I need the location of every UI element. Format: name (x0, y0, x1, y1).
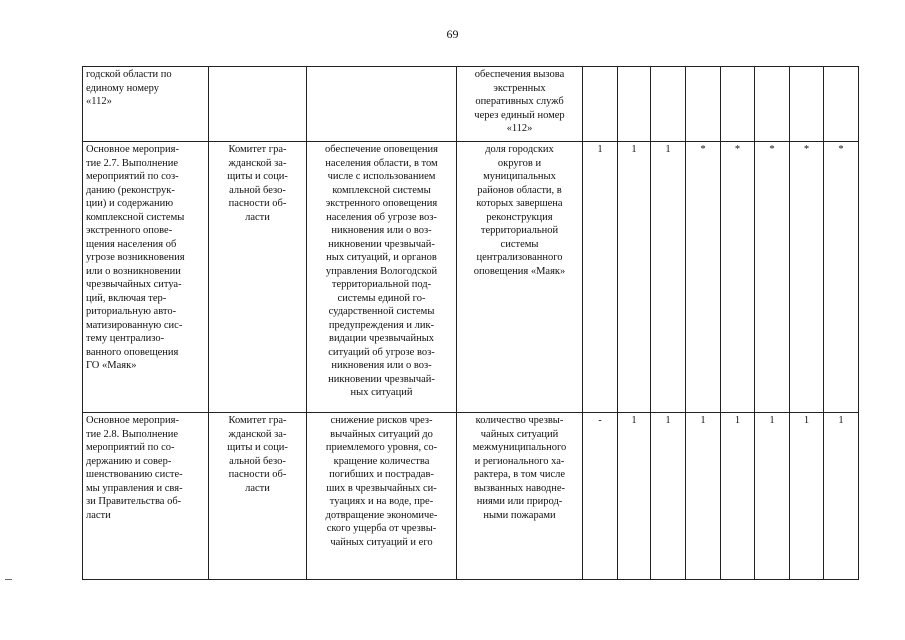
measure-cell: Основное мероприя- тие 2.7. Выполнение мероприятий по соз- данию (реконструк- ции) и содержанию комплексной системы экстренного опове- щения населения об угрозе возникновения или о возникновении чрезвычайных ситуа- ций, включая тер- риториальную авто- матизированную сис- тему централизо- ванного оповещения ГО «Маяк» (83, 142, 209, 413)
value-cell (755, 67, 790, 142)
value-cell (686, 67, 721, 142)
table-row (83, 142, 859, 413)
value-cell: 1 (583, 142, 618, 413)
value-cell: 1 (618, 413, 651, 580)
indicator-cell: количество чрезвы- чайных ситуаций межмуниципального и регионального ха- рактера, в том числе вызванных наводне- ниями или природ- ными пожарами (457, 413, 583, 580)
value-cell: 1 (824, 413, 859, 580)
measure-cell: годской области по единому номеру «112» (83, 67, 209, 142)
value-cell (790, 67, 824, 142)
measures-table (82, 66, 859, 580)
responsible-cell: Комитет гра- жданской за- щиты и соци- альной безо- пасности об- ласти (209, 413, 307, 580)
page-number: 69 (446, 27, 459, 41)
value-cell: * (824, 142, 859, 413)
value-cell: 1 (790, 413, 824, 580)
table-row (83, 413, 859, 580)
value-cell: 1 (755, 413, 790, 580)
value-cell: * (721, 142, 755, 413)
value-cell: 1 (651, 413, 686, 580)
value-cell: - (583, 413, 618, 580)
value-cell (824, 67, 859, 142)
value-cell: * (790, 142, 824, 413)
responsible-cell: Комитет гра- жданской за- щиты и соци- альной безо- пасности об- ласти (209, 142, 307, 413)
value-cell (721, 67, 755, 142)
table-row (83, 67, 859, 142)
value-cell (618, 67, 651, 142)
value-cell: 1 (721, 413, 755, 580)
value-cell (651, 67, 686, 142)
value-cell: 1 (651, 142, 686, 413)
value-cell: * (755, 142, 790, 413)
content-cell: снижение рисков чрез- вычайных ситуаций до приемлемого уровня, со- кращение количества погибших и пострадав- ших в чрезвычайных си- туациях и на воде, пре- дотвращение экономиче- ского ущерба от чрезвы- чайных ситуаций и его (307, 413, 457, 580)
measure-cell: Основное мероприя- тие 2.8. Выполнение мероприятий по со- держанию и совер- шенствованию систе- мы управления и свя- зи Правительства об- ласти (83, 413, 209, 580)
indicator-cell: обеспечения вызова экстренных оперативных служб через единый номер «112» (457, 67, 583, 142)
content-cell (307, 67, 457, 142)
value-cell: * (686, 142, 721, 413)
indicator-cell: доля городских округов и муниципальных районов области, в которых завершена реконструкция территориальной системы централизованного оповещения «Маяк» (457, 142, 583, 413)
value-cell: 1 (686, 413, 721, 580)
margin-mark (5, 579, 12, 580)
value-cell (583, 67, 618, 142)
value-cell: 1 (618, 142, 651, 413)
content-cell: обеспечение оповещения населения области, в том числе с использованием комплексной системы экстренного оповещения населения об угрозе воз- никновения или о воз- никновении чрезвычай- ных ситуаций, и органов управления Вологодской территориальной под- системы единой го- сударственной системы предупреждения и лик- видации чрезвычайных ситуаций об угрозе воз- никновения или о воз- никновении чрезвычай- ных ситуаций (307, 142, 457, 413)
responsible-cell (209, 67, 307, 142)
